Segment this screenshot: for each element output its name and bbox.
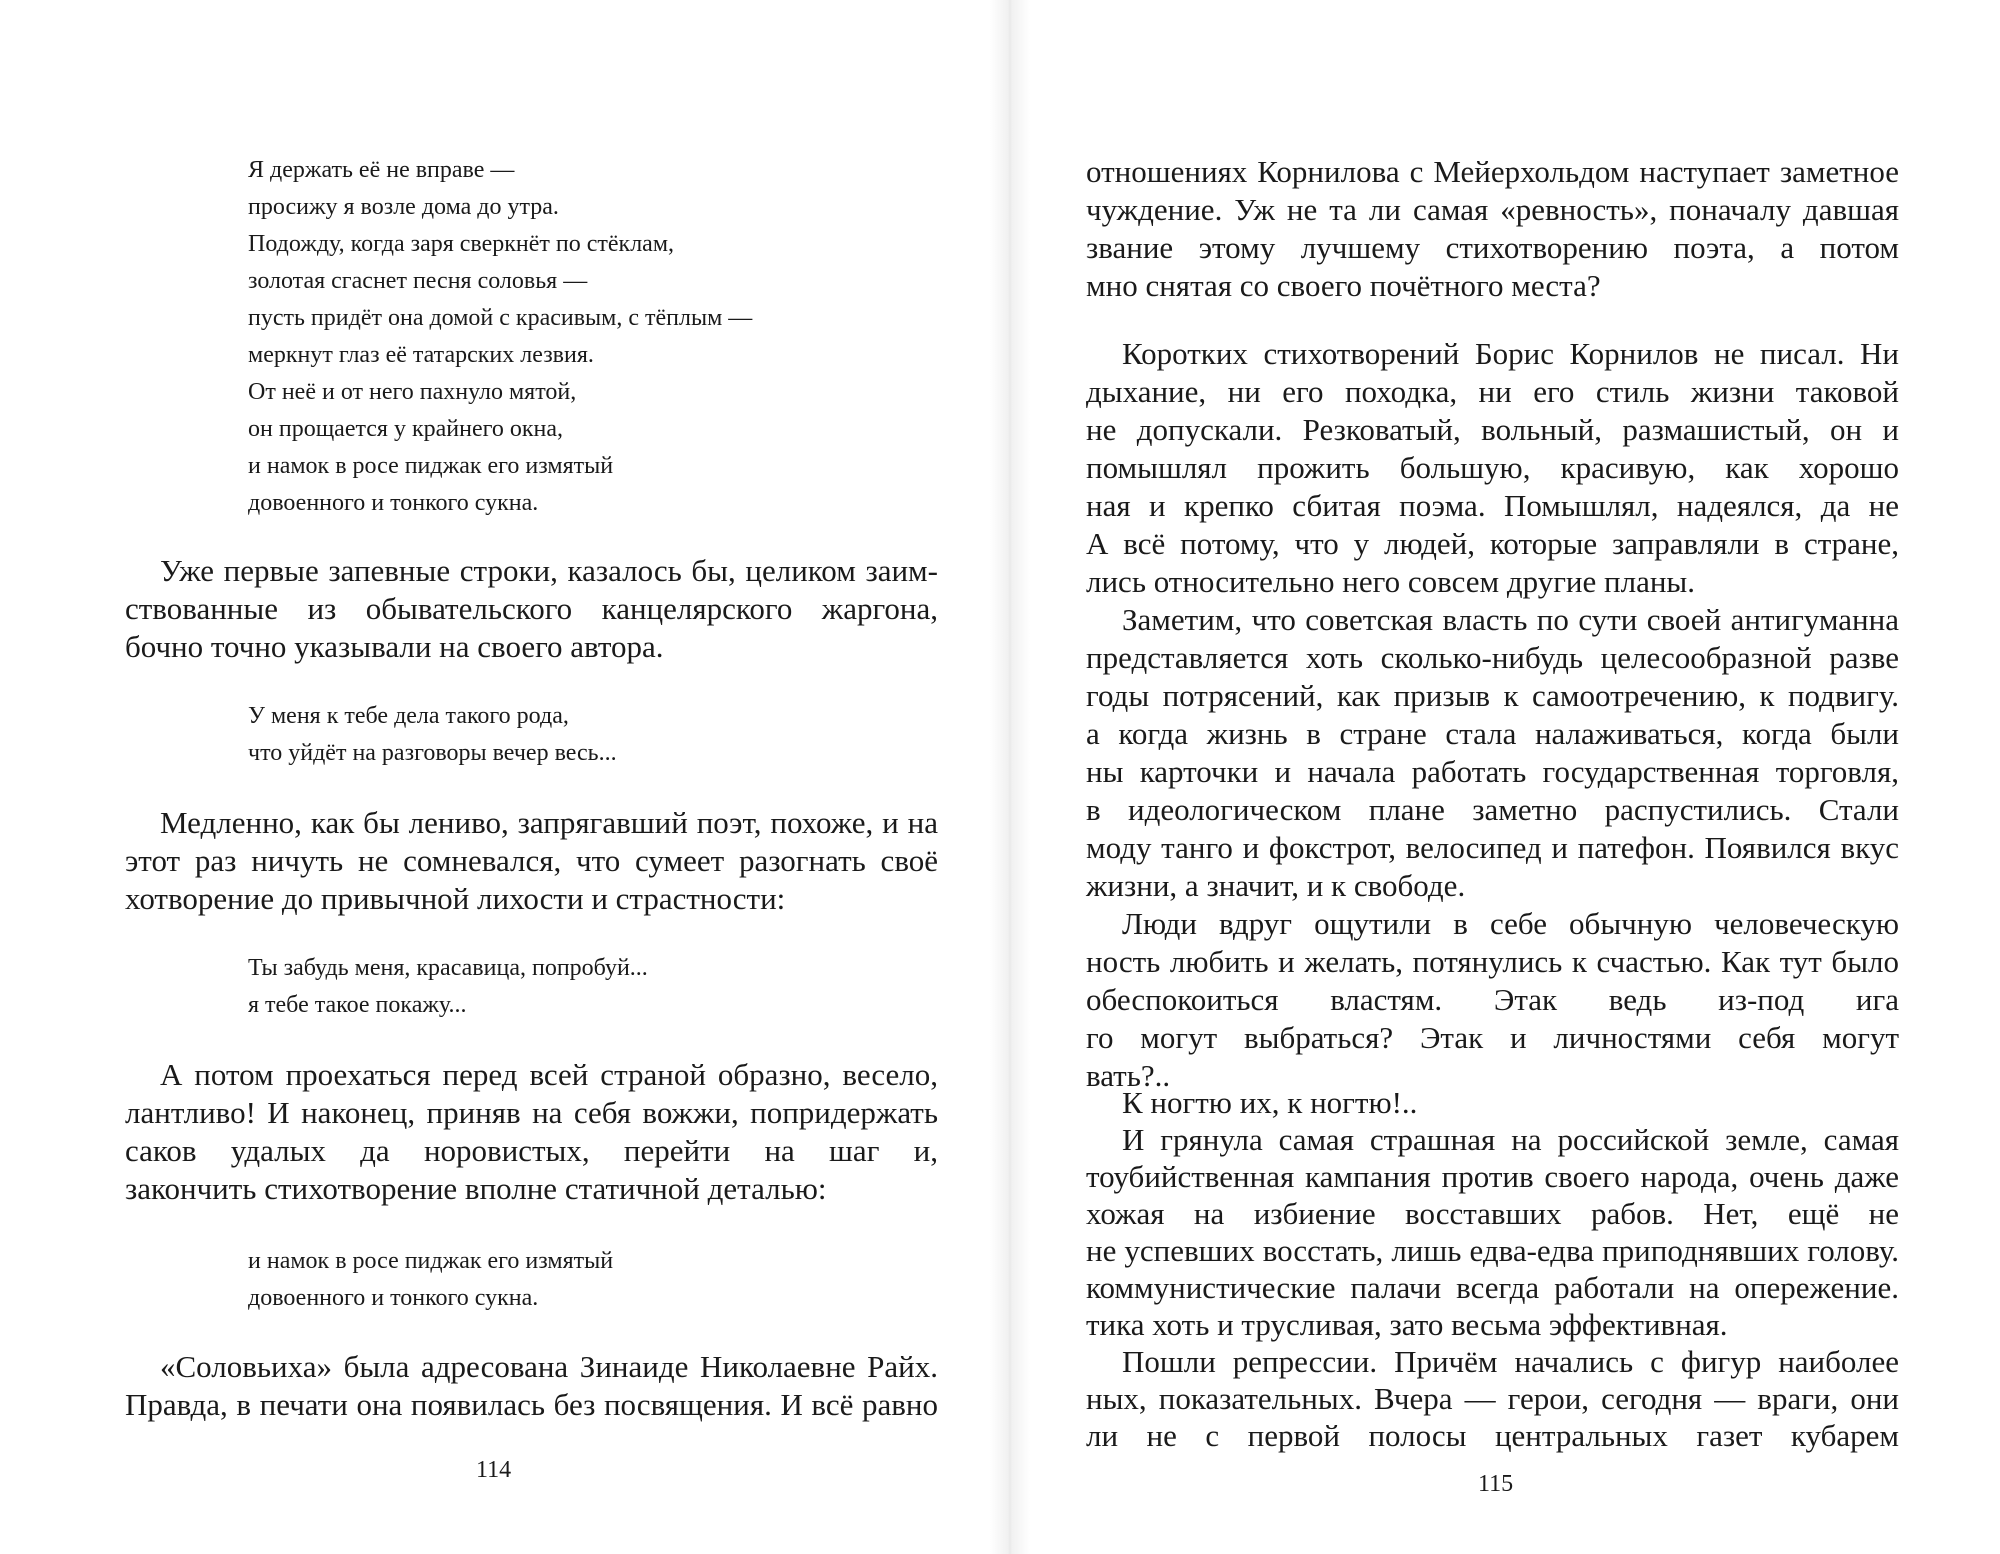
page-number: 114 [476,1457,512,1483]
verse-line: я тебе такое покажу... [248,992,467,1018]
text-line: в идеологическом плане заметно распустились. Стали [1086,792,1899,827]
text-line: Пошли репрессии. Причём начались с фигур наиболее [1122,1344,1899,1379]
text-line: ствованные из обывательского канцелярского жаргона, [125,591,938,626]
verse-line: и намок в росе пиджак его измятый [248,1248,614,1274]
text-line: мно снятая со своего почётного места? [1086,268,1601,303]
text-line: моду танго и фокстрот, велосипед и патефон. Появился вкус [1086,830,1899,865]
text-line: Заметим, что советская власть по сути своей антигуманна [1122,602,1899,637]
text-line: ны карточки и начала работать государственная торговля, [1086,754,1899,789]
text-line: ных, показательных. Вчера — герои, сегодня — враги, они [1086,1381,1899,1416]
text-line: обеспокоиться властям. Этак ведь из-под ига [1086,982,1899,1017]
text-line: жизни, а значит, и к свободе. [1086,868,1466,903]
text-line: Медленно, как бы лениво, запрягавший поэт, похоже, и на [160,805,938,840]
text-line: годы потрясений, как призыв к самоотречению, к подвигу. [1086,678,1899,713]
text-line: лантливо! И наконец, приняв на себя вожжи, попридержать [125,1095,938,1130]
text-line: ная и крепко сбитая поэма. Помышлял, надеялся, да не [1086,488,1899,523]
text-line: И грянула самая страшная на российской земле, самая [1122,1122,1899,1157]
text-line: тоубийственная кампания против своего народа, очень даже [1086,1159,1899,1194]
text-line: А всё потому, что у людей, которые заправляли в стране, [1086,526,1899,561]
text-line: хотворение до привычной лихости и страстности: [125,881,786,916]
text-line: дыхание, ни его походка, ни его стиль жизни таковой [1086,374,1899,409]
text-line: лись относительно него совсем другие планы. [1086,564,1695,599]
text-line: помышлял прожить большую, красивую, как хорошо [1086,450,1899,485]
text-line: бочно точно указывали на своего автора. [125,629,664,664]
verse-line: просижу я возле дома до утра. [248,194,559,220]
verse-line: золотая сгаснет песня соловья — [248,268,588,294]
text-line: а когда жизнь в стране стала налаживаться, когда были [1086,716,1899,751]
right-page [1000,0,2000,1554]
verse-line: У меня к тебе дела такого рода, [248,703,569,729]
verse-line: и намок в росе пиджак его измятый [248,453,614,479]
text-line: чуждение. Уж не та ли самая «ревность», поначалу давшая [1086,192,1899,227]
text-line: ли не с первой полосы центральных газет кубарем [1086,1418,1899,1453]
text-line: этот раз ничуть не сомневался, что сумеет разогнать своё [125,843,938,878]
text-line: саков удалых да норовистых, перейти на шаг и, [125,1133,938,1168]
text-line: «Соловьиха» была адресована Зинаиде Николаевне Райх. [160,1349,938,1384]
page-number: 115 [1478,1471,1514,1497]
text-line: звание этому лучшему стихотворению поэта, а потом [1086,230,1899,265]
text-line: ность любить и желать, потянулись к счастью. Как тут было [1086,944,1899,979]
text-line: коммунистические палачи всегда работали на опережение. [1086,1270,1899,1305]
verse-line: Я держать её не вправе — [248,157,515,183]
verse-line: пусть придёт она домой с красивым, с тёплым — [248,305,753,331]
text-line: представляется хоть сколько-нибудь целесообразной разве [1086,640,1899,675]
verse-line: что уйдёт на разговоры вечер весь... [248,740,617,766]
verse-line: довоенного и тонкого сукна. [248,1285,539,1311]
verse-line: довоенного и тонкого сукна. [248,490,539,516]
verse-line: Ты забудь меня, красавица, попробуй... [248,955,648,981]
text-line: не допускали. Резковатый, вольный, размашистый, он и [1086,412,1899,447]
text-line: Люди вдруг ощутили в себе обычную человеческую [1122,906,1899,941]
text-line: не успевших восстать, лишь едва-едва приподнявших голову. [1086,1233,1899,1268]
text-line: К ногтю их, к ногтю!.. [1122,1085,1418,1120]
verse-line: Подожду, когда заря сверкнёт по стёклам, [248,231,675,257]
text-line: Коротких стихотворений Борис Корнилов не писал. Ни [1122,336,1899,371]
text-line: А потом проехаться перед всей страной образно, весело, [160,1057,938,1092]
verse-line: меркнут глаз её татарских лезвия. [248,342,594,368]
text-line: Уже первые запевные строки, казалось бы, целиком заим- [160,553,938,588]
verse-line: он прощается у крайнего окна, [248,416,563,442]
text-line: тика хоть и трусливая, зато весьма эффективная. [1086,1307,1728,1342]
text-line: хожая на избиение восставших рабов. Нет, ещё не [1086,1196,1899,1231]
text-line: Правда, в печати она появилась без посвящения. И всё равно [125,1387,938,1422]
text-line: отношениях Корнилова с Мейерхольдом наступает заметное [1086,154,1899,189]
text-line: вать?.. [1086,1058,1171,1093]
verse-line: От неё и от него пахнуло мятой, [248,379,577,405]
text-line: го могут выбраться? Этак и личностями себя могут [1086,1020,1899,1055]
text-line: закончить стихотворение вполне статичной деталью: [125,1171,827,1206]
